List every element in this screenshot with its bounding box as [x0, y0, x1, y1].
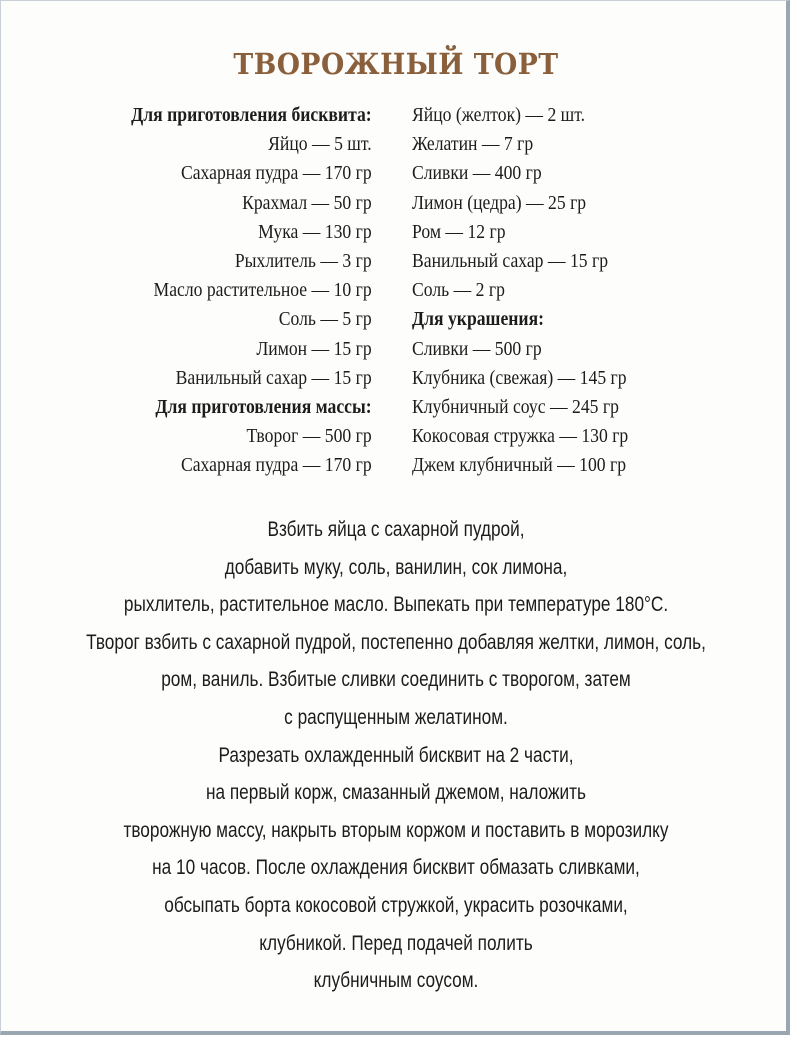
ingredient-line: Лимон (цедра) — 25 гр — [412, 191, 587, 214]
ingredient-line: Соль — 5 гр — [279, 308, 372, 331]
ingredient-line: Ром — 12 гр — [412, 220, 506, 243]
ingredient-line: Клубничный соус — 245 гр — [412, 395, 619, 418]
ingredient-section-heading: Для приготовления массы: — [155, 395, 372, 418]
ingredient-line: Сахарная пудра — 170 гр — [181, 162, 372, 185]
ingredient-line: Рыхлитель — 3 гр — [235, 249, 372, 272]
ingredient-section-heading: Для приготовления бисквита: — [131, 104, 372, 126]
ingredient-line: Лимон — 15 гр — [256, 337, 372, 360]
ingredient-line: Соль — 2 гр — [412, 279, 505, 302]
instruction-line: Взбить яйца с сахарной пудрой, — [267, 518, 525, 541]
ingredient-line: Сливки — 500 гр — [412, 337, 542, 360]
ingredient-line: Сливки — 400 гр — [412, 162, 542, 185]
ingredient-section-heading: Для украшения: — [412, 308, 544, 331]
ingredient-line: Желатин — 7 гр — [412, 133, 534, 156]
ingredients-right-column — [412, 101, 663, 480]
ingredient-line: Сахарная пудра — 170 гр — [181, 454, 372, 477]
instruction-line: клубникой. Перед подачей полить — [259, 931, 533, 955]
instruction-line: творожную массу, накрыть вторым коржом и поставить в морозилку — [123, 818, 669, 842]
ingredient-line: Мука — 130 гр — [258, 220, 372, 243]
instruction-line: на первый корж, смазанный джемом, наложить — [205, 781, 587, 805]
ingredient-line: Яйцо — 5 шт. — [268, 133, 372, 156]
ingredient-line: Творог — 500 гр — [246, 425, 372, 448]
instruction-line: с распущенным желатином. — [284, 705, 508, 729]
ingredient-line: Ванильный сахар — 15 гр — [175, 366, 372, 389]
ingredient-line: Джем клубничный — 100 гр — [412, 454, 627, 477]
instruction-line: добавить муку, соль, ванилин, сок лимона, — [224, 555, 568, 579]
ingredient-line: Клубника (свежая) — 145 гр — [412, 366, 627, 389]
ingredient-line: Ванильный сахар — 15 гр — [412, 249, 609, 272]
ingredient-line: Крахмал — 50 гр — [242, 191, 372, 214]
recipe-title: ТВОРОЖНЫЙ ТОРТ — [233, 47, 559, 81]
instruction-line: на 10 часов. После охлаждения бисквит обмазать сливками, — [152, 856, 640, 880]
instruction-line: Разрезать охлажденный бисквит на 2 части, — [218, 743, 574, 767]
instruction-line: обсыпать борта кокосовой стружкой, украсить розочками, — [164, 893, 628, 917]
instructions-block — [1, 511, 791, 1000]
instruction-line: Творог взбить с сахарной пудрой, постепенно добавляя желтки, лимон, соль, — [86, 630, 706, 654]
ingredient-line: Масло растительное — 10 гр — [153, 279, 372, 302]
instruction-line: рыхлитель, растительное масло. Выпекать при температуре 180°C. — [123, 593, 669, 617]
ingredients-left-column — [92, 101, 372, 480]
ingredient-line: Яйцо (желток) — 2 шт. — [412, 104, 586, 126]
instruction-line: ром, ваниль. Взбитые сливки соединить с творогом, затем — [161, 668, 631, 692]
ingredient-line: Кокосовая стружка — 130 гр — [412, 425, 629, 448]
instruction-line: клубничным соусом. — [313, 969, 479, 993]
